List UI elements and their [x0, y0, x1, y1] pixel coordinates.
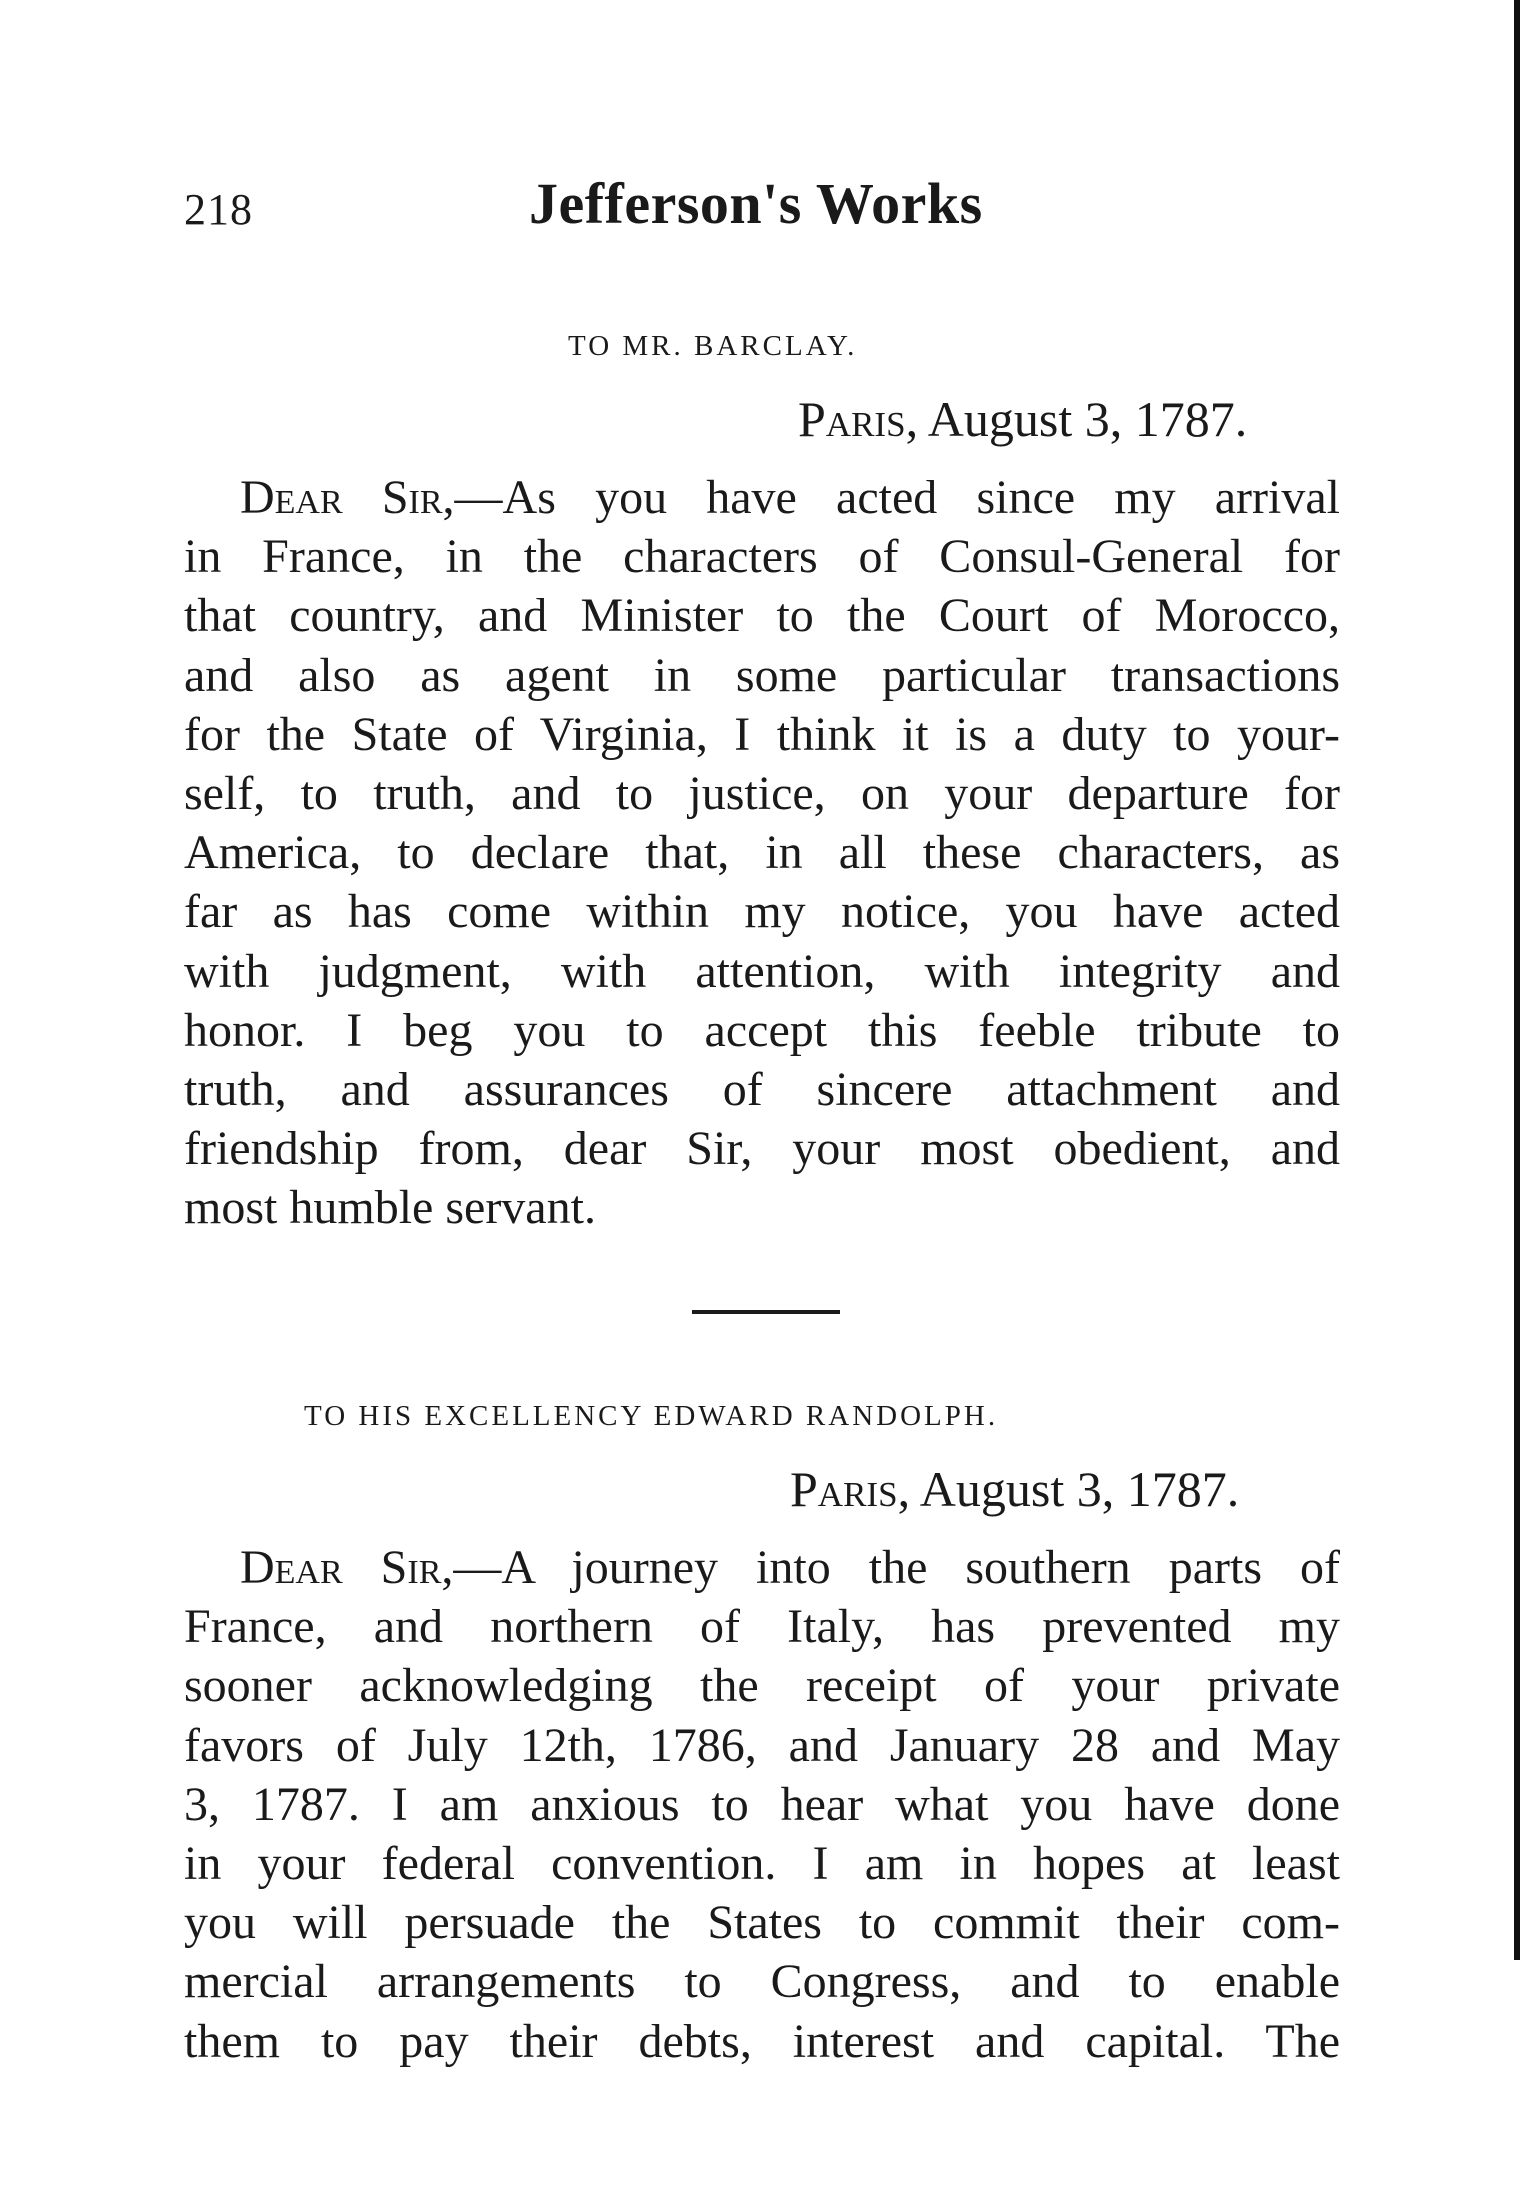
- section-divider: [692, 1310, 840, 1314]
- page-header: [184, 170, 1344, 250]
- dateline-date: , August 3, 1787.: [897, 1461, 1240, 1517]
- page-edge-shadow: [1514, 0, 1520, 1960]
- body-line: and also as agent in some particular transactions: [184, 648, 1340, 702]
- page-number: 218: [184, 185, 253, 234]
- body-line: sooner acknowledging the receipt of your private: [184, 1659, 1340, 1713]
- salutation: Dear Sir: [240, 1541, 442, 1594]
- body-line: self, to truth, and to justice, on your departure for: [184, 766, 1340, 820]
- dateline-date: , August 3, 1787.: [905, 391, 1248, 447]
- body-line: in France, in the characters of Consul-General for: [184, 530, 1340, 584]
- body-line: that country, and Minister to the Court of Morocco,: [184, 589, 1340, 643]
- body-line: favors of July 12th, 1786, and January 28 and May: [184, 1718, 1340, 1772]
- salutation: Dear Sir: [240, 471, 443, 524]
- body-line: them to pay their debts, interest and capital. The: [184, 2014, 1340, 2068]
- body-line: Dear Sir,—As you have acted since my arrival: [240, 471, 1341, 524]
- body-line: America, to declare that, in all these characters, as: [184, 826, 1340, 880]
- body-line: in your federal convention. I am in hopes at least: [184, 1836, 1340, 1890]
- body-line: France, and northern of Italy, has prevented my: [184, 1600, 1340, 1654]
- body-line: 3, 1787. I am anxious to hear what you have done: [184, 1777, 1340, 1831]
- letter-body-barclay: [184, 468, 1340, 1237]
- body-line: mercial arrangements to Congress, and to enable: [184, 1955, 1340, 2009]
- running-title: Jefferson's Works: [529, 171, 983, 236]
- letter-heading-barclay: TO MR. BARCLAY.: [568, 330, 858, 362]
- body-line: truth, and assurances of sincere attachment and: [184, 1062, 1340, 1116]
- body-line: friendship from, dear Sir, your most obedient, and: [184, 1122, 1340, 1176]
- dateline-barclay: [798, 390, 1247, 448]
- dateline-place: Paris: [798, 391, 906, 447]
- body-line: for the State of Virginia, I think it is a duty to your-: [184, 707, 1340, 761]
- letter-heading-randolph: TO HIS EXCELLENCY EDWARD RANDOLPH.: [304, 1400, 999, 1432]
- body-line: most humble servant.: [184, 1181, 596, 1235]
- body-line: far as has come within my notice, you have acted: [184, 885, 1340, 939]
- dateline-place: Paris: [790, 1461, 898, 1517]
- body-line: Dear Sir,—A journey into the southern parts of: [240, 1541, 1341, 1594]
- body-line: you will persuade the States to commit their com-: [184, 1896, 1340, 1950]
- body-line: with judgment, with attention, with integrity and: [184, 944, 1340, 998]
- dateline-randolph: [790, 1460, 1239, 1518]
- letter-body-randolph: [184, 1538, 1340, 2071]
- body-line: honor. I beg you to accept this feeble tribute to: [184, 1003, 1340, 1057]
